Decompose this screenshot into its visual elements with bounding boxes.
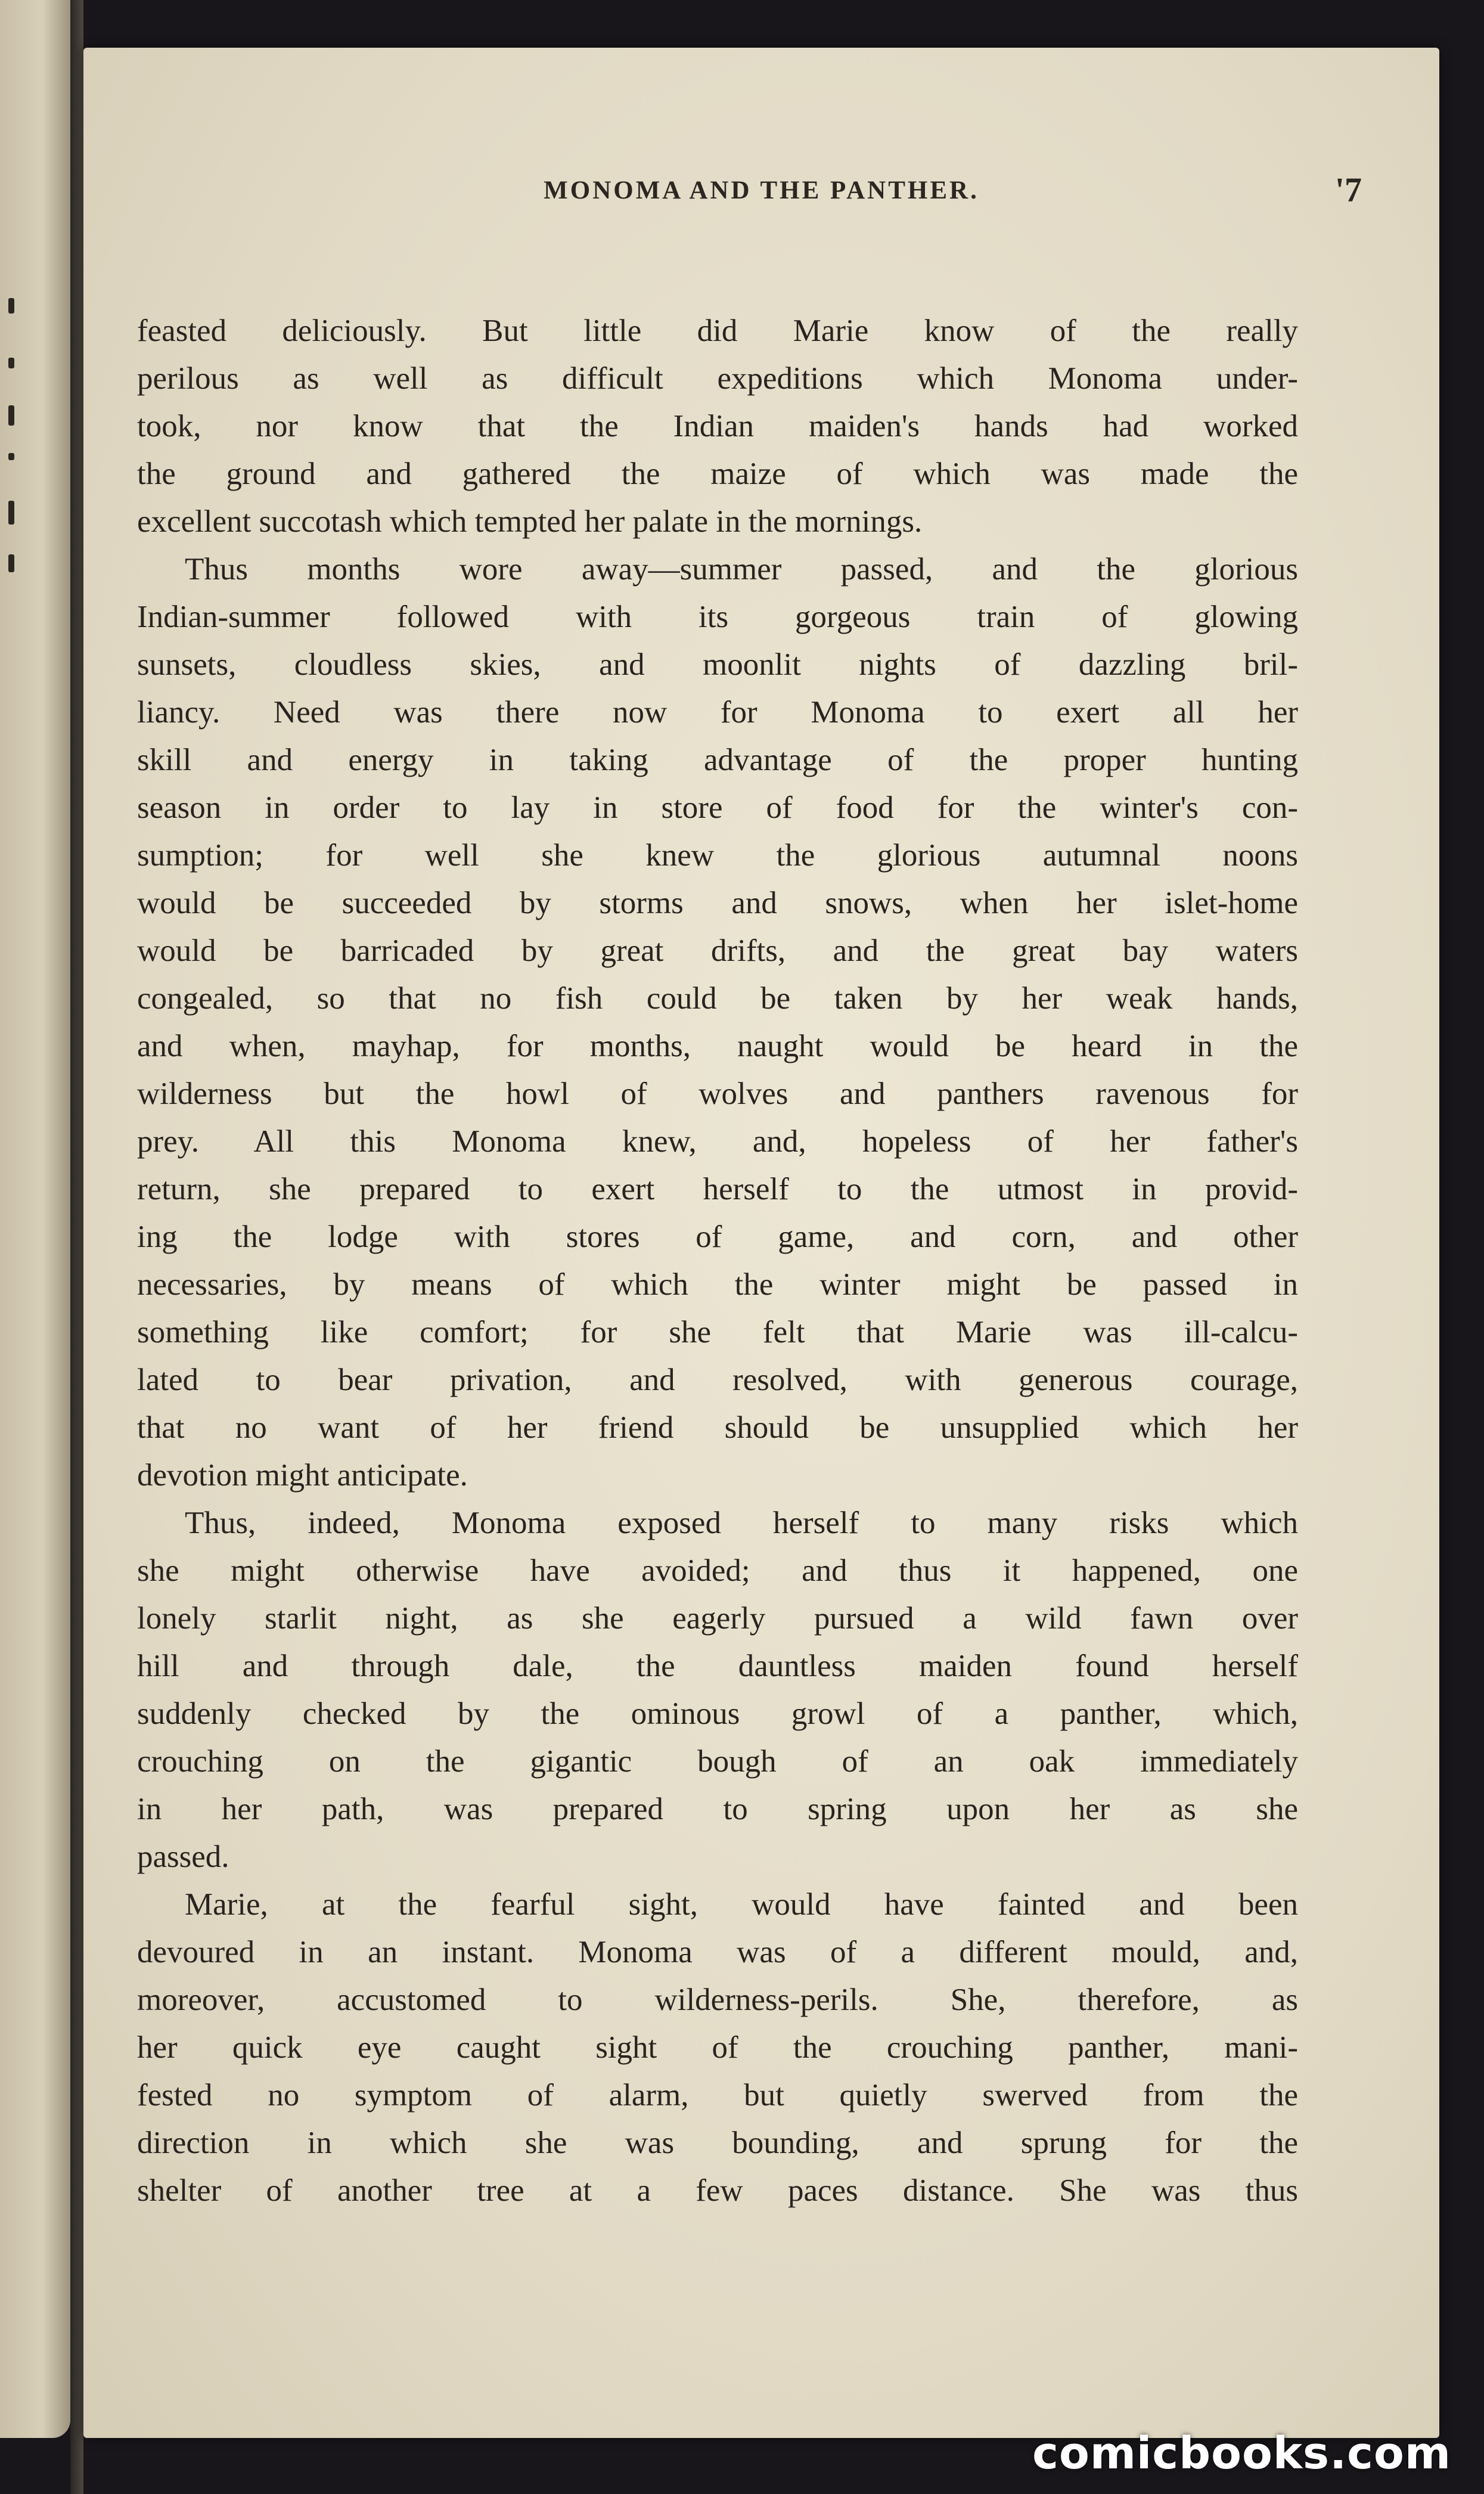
facing-page-mark (8, 358, 14, 368)
text-line: took, nor know that the Indian maiden's hands had worked (137, 409, 1298, 443)
text-line: liancy. Need was there now for Monoma to exert all her (137, 695, 1298, 730)
facing-page-mark (8, 298, 14, 314)
page-number: '7 (1334, 170, 1362, 209)
text-line: sunsets, cloudless skies, and moonlit nights of dazzling bril- (137, 647, 1298, 682)
text-line: Thus months wore away—summer passed, and the glorious (185, 552, 1298, 587)
text-line: that no want of her friend should be unsupplied which her (137, 1410, 1298, 1445)
text-line: and when, mayhap, for months, naught would be heard in the (137, 1029, 1298, 1063)
text-line: Thus, indeed, Monoma exposed herself to many risks which (185, 1506, 1298, 1540)
text-line: perilous as well as difficult expeditions which Monoma under- (137, 361, 1298, 396)
facing-page-mark (8, 405, 14, 426)
running-head: MONOMA AND THE PANTHER. (544, 176, 979, 204)
text-line: would be succeeded by storms and snows, when her islet-home (137, 886, 1298, 920)
text-line: devotion might anticipate. (137, 1458, 468, 1493)
text-line: return, she prepared to exert herself to the utmost in provid- (137, 1172, 1298, 1206)
text-line: something like comfort; for she felt that Marie was ill-calcu- (137, 1315, 1298, 1350)
text-line: wilderness but the howl of wolves and panthers ravenous for (137, 1077, 1298, 1111)
body-text (137, 307, 1298, 2214)
text-line: she might otherwise have avoided; and thus it happened, one (137, 1553, 1298, 1588)
text-line: season in order to lay in store of food for the winter's con- (137, 790, 1298, 825)
facing-page-mark (8, 453, 14, 460)
text-line: hill and through dale, the dauntless maiden found herself (137, 1649, 1298, 1683)
text-line: skill and energy in taking advantage of the proper hunting (137, 743, 1298, 777)
text-line: necessaries, by means of which the winter might be passed in (137, 1267, 1298, 1302)
book-gutter (70, 0, 83, 2494)
text-line: sumption; for well she knew the glorious autumnal noons (137, 838, 1298, 873)
text-line: lonely starlit night, as she eagerly pursued a wild fawn over (137, 1601, 1298, 1636)
text-line: in her path, was prepared to spring upon her as she (137, 1792, 1298, 1826)
book-page (83, 48, 1439, 2438)
text-line: ing the lodge with stores of game, and corn, and other (137, 1220, 1298, 1254)
text-line: Indian-summer followed with its gorgeous train of glowing (137, 600, 1298, 634)
text-line: would be barricaded by great drifts, and the great bay waters (137, 933, 1298, 968)
facing-page-mark (8, 554, 14, 572)
facing-page-edge (0, 0, 70, 2438)
text-line: Marie, at the fearful sight, would have fainted and been (185, 1887, 1298, 1922)
text-line: devoured in an instant. Monoma was of a different mould, and, (137, 1935, 1298, 1969)
text-line: shelter of another tree at a few paces distance. She was thus (137, 2173, 1298, 2208)
text-line: fested no symptom of alarm, but quietly swerved from the (137, 2078, 1298, 2113)
text-line: passed. (137, 1840, 229, 1874)
facing-page-mark (8, 501, 14, 525)
text-line: direction in which she was bounding, and sprung for the (137, 2126, 1298, 2160)
text-line: excellent succotash which tempted her palate in the mornings. (137, 504, 923, 539)
text-line: lated to bear privation, and resolved, with generous courage, (137, 1363, 1298, 1397)
watermark: comicbooks.com (1032, 2428, 1451, 2479)
text-line: congealed, so that no fish could be taken by her weak hands, (137, 981, 1298, 1016)
text-line: suddenly checked by the ominous growl of a panther, which, (137, 1696, 1298, 1731)
text-line: moreover, accustomed to wilderness-perils. She, therefore, as (137, 1983, 1298, 2017)
text-line: crouching on the gigantic bough of an oak immediately (137, 1744, 1298, 1779)
text-line: the ground and gathered the maize of which was made the (137, 457, 1298, 491)
text-line: feasted deliciously. But little did Marie know of the really (137, 314, 1298, 348)
text-line: prey. All this Monoma knew, and, hopeless of her father's (137, 1124, 1298, 1159)
text-line: her quick eye caught sight of the crouching panther, mani- (137, 2030, 1298, 2065)
